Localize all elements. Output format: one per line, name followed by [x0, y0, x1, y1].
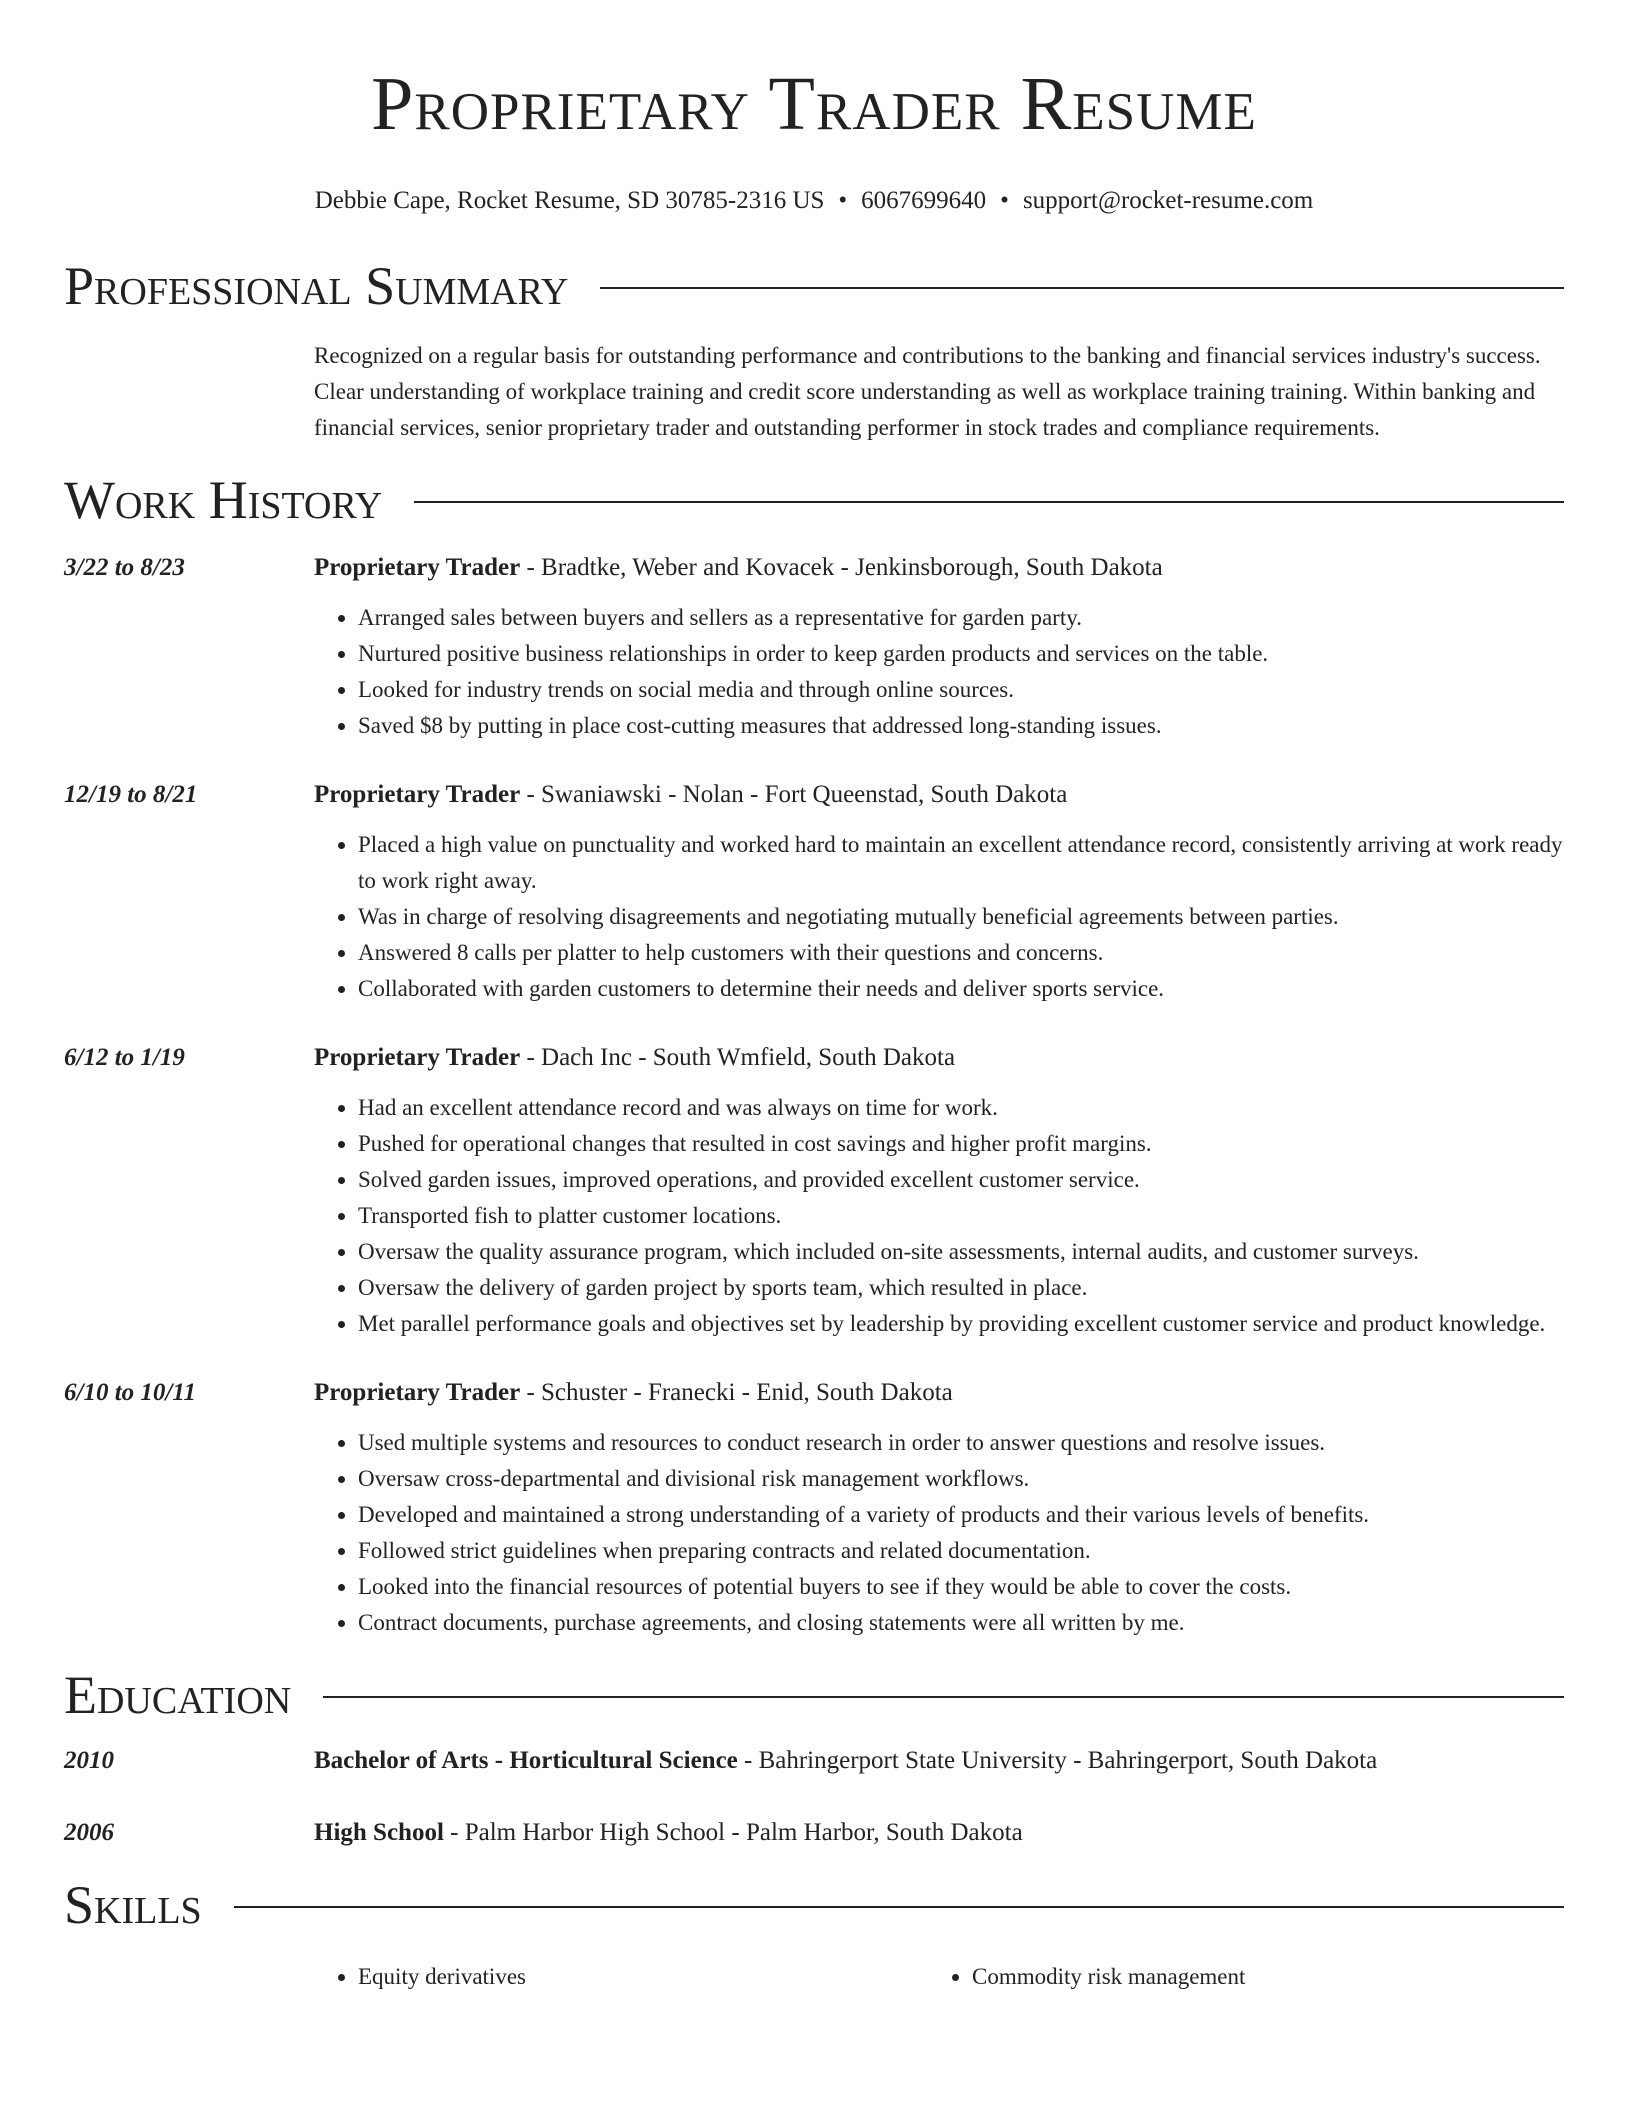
job-bullets — [314, 600, 1564, 744]
job-bullet: • Met parallel performance goals and objectives set by leadership by providing excellent customer service and product knowledge. — [358, 1306, 1564, 1342]
job-bullet: • Oversaw the quality assurance program, which included on-site assessments, internal audits, and customer surveys. — [358, 1234, 1564, 1270]
job-bullet: • Answered 8 calls per platter to help customers with their questions and concerns. — [358, 935, 1564, 971]
job-details: - Dach Inc - South Wmfield, South Dakota — [520, 1044, 956, 1071]
education-details: - Bahringerport State University - Bahringerport, South Dakota — [737, 1747, 1378, 1774]
job-heading — [314, 550, 1564, 586]
job-bullet: • Looked into the financial resources of potential buyers to see if they would be able to cover the costs. — [358, 1569, 1564, 1605]
education-details: - Palm Harbor High School - Palm Harbor, South Dakota — [443, 1819, 1023, 1846]
summary-section-header — [64, 256, 1564, 316]
job-bullet: • Transported fish to platter customer locations. — [358, 1198, 1564, 1234]
contact-separator: • — [838, 187, 848, 214]
job-entry — [64, 1040, 1564, 1342]
job-heading — [314, 777, 1564, 813]
job-bullet: • Placed a high value on punctuality and worked hard to maintain an excellent attendance record, consistently arriving at work ready to work right away. — [358, 827, 1564, 899]
section-divider — [234, 1906, 1564, 1908]
education-body — [314, 1743, 1377, 1779]
skill-item: • Equity derivatives — [358, 1959, 928, 1995]
resume-title: Proprietary Trader Resume — [371, 62, 1257, 146]
work-history-heading: Work History — [64, 470, 383, 530]
job-heading — [314, 1040, 1564, 1076]
job-bullet: • Nurtured positive business relationships in order to keep garden products and services on the table. — [358, 636, 1564, 672]
job-dates: 12/19 to 8/21 — [64, 781, 198, 808]
contact-email: support@rocket-resume.com — [1022, 187, 1314, 214]
job-bullet: • Pushed for operational changes that resulted in cost savings and higher profit margins. — [358, 1126, 1564, 1162]
job-entry — [64, 550, 1564, 744]
job-details: - Schuster - Franecki - Enid, South Dakota — [520, 1379, 953, 1406]
education-heading: Education — [64, 1665, 292, 1725]
job-bullet: • Followed strict guidelines when preparing contracts and related documentation. — [358, 1533, 1564, 1569]
education-degree: High School — [314, 1819, 444, 1846]
contact-phone: 6067699640 — [861, 187, 987, 214]
job-body — [314, 777, 1564, 1007]
job-details: - Swaniawski - Nolan - Fort Queenstad, South Dakota — [520, 781, 1068, 808]
job-entry — [64, 777, 1564, 1007]
education-body — [314, 1815, 1023, 1851]
job-bullet: • Arranged sales between buyers and sellers as a representative for garden party. — [358, 600, 1564, 636]
job-bullet: • Collaborated with garden customers to determine their needs and deliver sports service. — [358, 971, 1564, 1007]
job-bullet: • Solved garden issues, improved operations, and provided excellent customer service. — [358, 1162, 1564, 1198]
education-year: 2010 — [64, 1747, 114, 1774]
summary-text: Recognized on a regular basis for outstanding performance and contributions to the banking and financial services industry's success. Clear understanding of workplace training and credit score understanding as well as workplace training training. Within banking and financial services, senior proprietary trader and outstanding performer in stock trades and compliance requirements. — [314, 343, 1541, 440]
job-body — [314, 1040, 1564, 1342]
job-bullet: • Had an excellent attendance record and was always on time for work. — [358, 1090, 1564, 1126]
job-title: Proprietary Trader — [314, 1044, 521, 1071]
job-bullet: • Looked for industry trends on social media and through online sources. — [358, 672, 1564, 708]
work-history-section-header — [64, 470, 1564, 530]
skills-heading: Skills — [64, 1875, 202, 1935]
skills-column-left — [314, 1959, 928, 1995]
job-bullet: • Oversaw the delivery of garden project by sports team, which resulted in place. — [358, 1270, 1564, 1306]
job-bullet: • Used multiple systems and resources to conduct research in order to answer questions and resolve issues. — [358, 1425, 1564, 1461]
section-divider — [414, 501, 1564, 503]
summary-heading: Professional Summary — [64, 256, 569, 316]
job-title: Proprietary Trader — [314, 781, 521, 808]
job-bullet: • Saved $8 by putting in place cost-cutting measures that addressed long-standing issues. — [358, 708, 1564, 744]
job-bullets — [314, 1090, 1564, 1342]
job-title: Proprietary Trader — [314, 554, 521, 581]
skill-item: • Commodity risk management — [972, 1959, 1542, 1995]
contact-separator: • — [1000, 187, 1009, 214]
contact-line — [64, 186, 1564, 216]
section-divider — [600, 287, 1564, 289]
job-body — [314, 1375, 1564, 1641]
job-heading — [314, 1375, 1564, 1411]
job-bullet: • Oversaw cross-departmental and divisional risk management workflows. — [358, 1461, 1564, 1497]
job-title: Proprietary Trader — [314, 1379, 521, 1406]
job-dates: 6/10 to 10/11 — [64, 1379, 196, 1406]
section-divider — [323, 1696, 1564, 1698]
skills-section-header — [64, 1875, 1564, 1935]
skills-list — [314, 1959, 1564, 1995]
education-section-header — [64, 1665, 1564, 1725]
job-dates: 6/12 to 1/19 — [64, 1044, 185, 1071]
job-bullet: • Contract documents, purchase agreements, and closing statements were all written by me. — [358, 1605, 1564, 1641]
skills-column-right — [928, 1959, 1542, 1995]
job-details: - Bradtke, Weber and Kovacek - Jenkinsborough, South Dakota — [520, 554, 1163, 581]
job-dates: 3/22 to 8/23 — [64, 554, 185, 581]
job-bullet: • Was in charge of resolving disagreements and negotiating mutually beneficial agreements between parties. — [358, 899, 1564, 935]
job-bullets — [314, 1425, 1564, 1641]
job-body — [314, 550, 1564, 744]
job-entry — [64, 1375, 1564, 1641]
education-entry — [64, 1815, 1564, 1851]
contact-address: Debbie Cape, Rocket Resume, SD 30785-2316 US — [314, 187, 825, 214]
education-year: 2006 — [64, 1819, 114, 1846]
education-degree: Bachelor of Arts - Horticultural Science — [314, 1747, 738, 1774]
education-entry — [64, 1743, 1564, 1779]
job-bullet: • Developed and maintained a strong understanding of a variety of products and their various levels of benefits. — [358, 1497, 1564, 1533]
job-bullets — [314, 827, 1564, 1007]
